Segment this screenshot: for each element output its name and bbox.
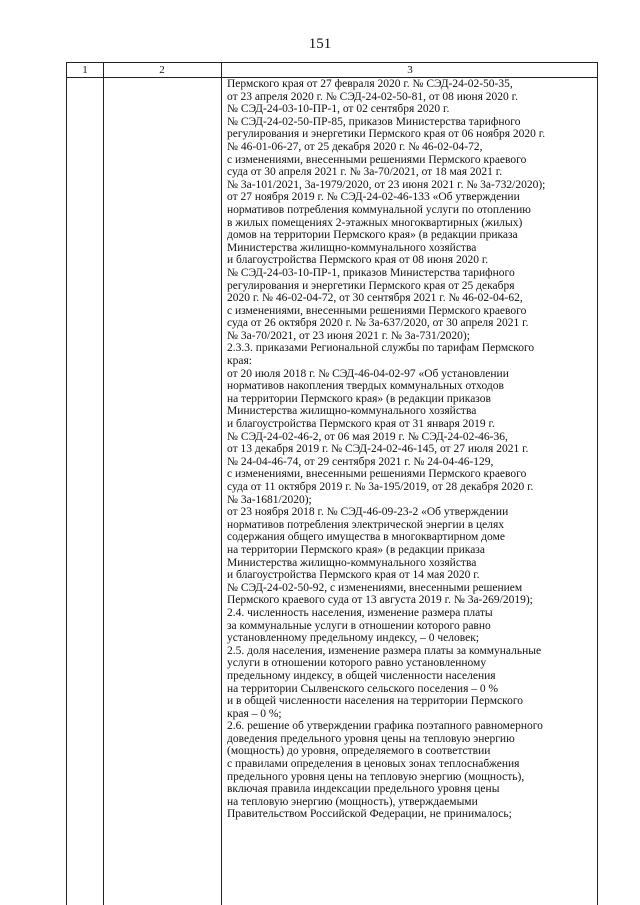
text-line: на территории Пермского края» (в редакции приказа	[227, 543, 485, 556]
text-line: с изменениями, внесенными решениями Пермского краевого	[227, 304, 527, 317]
column-divider-2	[221, 63, 222, 905]
document-table	[66, 62, 598, 905]
text-line: и благоустройства Пермского края от 31 января 2019 г.	[227, 418, 495, 431]
text-line: от 23 апреля 2020 г. № СЭД-24-02-50-81, от 08 июня 2020 г.	[227, 90, 518, 103]
text-line: с правилами определения в ценовых зонах теплоснабжения	[227, 758, 520, 771]
text-line: № СЭД-24-03-10-ПР-1, приказов Министерства тарифного	[227, 266, 515, 279]
text-line: Пермского края от 27 февраля 2020 г. № СЭД-24-02-50-35,	[227, 78, 513, 90]
text-line: на территории Сылвенского сельского поселения – 0 %	[227, 682, 499, 695]
text-line: Пермского краевого суда от 13 августа 2019 г. № 3а-269/2019);	[227, 594, 533, 607]
text-line: нормативов потребления электрической энергии в целях	[227, 518, 505, 531]
text-line: в жилых помещениях 2-этажных многоквартирных (жилых)	[227, 216, 523, 229]
text-line: № СЭД-24-02-46-2, от 06 мая 2019 г. № СЭД-24-02-46-36,	[227, 430, 508, 443]
text-line: с изменениями, внесенными решениями Пермского краевого	[227, 468, 527, 481]
header-col-3: 3	[407, 64, 413, 76]
header-col-1: 1	[82, 64, 88, 76]
text-line: и благоустройства Пермского края от 08 июня 2020 г.	[227, 254, 489, 267]
text-line: Правительством Российской Федерации, не принималось;	[227, 808, 512, 821]
text-line: края:	[227, 355, 252, 368]
text-line: 2.4. численность населения, изменение размера платы	[227, 606, 493, 619]
text-line: № СЭД-24-02-50-92, с изменениями, внесенными решением	[227, 581, 523, 594]
text-line: от 13 декабря 2019 г. № СЭД-24-02-46-145, от 27 июля 2021 г.	[227, 443, 529, 456]
text-line: № СЭД-24-03-10-ПР-1, от 02 сентября 2020 г.	[227, 103, 450, 116]
text-line: регулирования и энергетики Пермского края от 06 ноября 2020 г.	[227, 128, 546, 141]
text-line: 2.3.3. приказами Региональной службы по тарифам Пермского	[227, 342, 535, 355]
text-line: 2020 г. № 46-02-04-72, от 30 сентября 2021 г. № 46-02-04-62,	[227, 292, 523, 305]
text-line: № СЭД-24-02-50-ПР-85, приказов Министерства тарифного	[227, 115, 521, 128]
text-line: регулирования и энергетики Пермского края от 25 декабря	[227, 279, 515, 292]
text-line: суда от 30 апреля 2021 г. № 3а-70/2021, от 18 мая 2021 г.	[227, 166, 503, 179]
text-line: от 27 ноября 2019 г. № СЭД-24-02-46-133 «Об утверждении	[227, 191, 520, 204]
text-line: от 23 ноября 2018 г. № СЭД-46-09-23-2 «Об утверждении	[227, 506, 509, 519]
table-header-row	[67, 63, 597, 78]
text-line: суда от 11 октября 2019 г. № 3а-195/2019, от 28 декабря 2020 г.	[227, 481, 534, 493]
page-number: 151	[308, 36, 332, 52]
text-line: края – 0 %;	[227, 707, 282, 720]
text-line: и в общей численности населения на территории Пермского	[227, 695, 524, 708]
text-line: за коммунальные услуги в отношении которого равно	[227, 619, 491, 632]
text-line: и благоустройства Пермского края от 14 мая 2020 г.	[227, 569, 480, 582]
text-line: № 46-01-06-27, от 25 декабря 2020 г. № 46-02-04-72,	[227, 140, 483, 153]
text-line: включая правила индексации предельного уровня цены	[227, 783, 500, 796]
text-line: установленному предельному индексу, – 0 человек;	[227, 632, 480, 645]
text-line: нормативов накопления твердых коммунальных отходов	[227, 380, 504, 393]
text-line: № 3а-101/2021, 3а-1979/2020, от 23 июня 2021 г. № 3а-732/2020);	[227, 178, 546, 191]
text-line: Министерства жилищно-коммунального хозяйства	[227, 241, 477, 254]
text-line: № 3а-1681/2020);	[227, 493, 312, 506]
text-line: 2.6. решение об утверждении графика поэтапного равномерного	[227, 720, 543, 733]
text-line: № 24-04-46-74, от 29 сентября 2021 г. № 24-04-46-129,	[227, 455, 494, 468]
text-line: суда от 26 октября 2020 г. № 3а-637/2020, от 30 апреля 2021 г.	[227, 317, 529, 330]
text-line: № 3а-70/2021, от 23 июня 2021 г. № 3а-731/2020);	[227, 329, 470, 342]
table-cell-col-3	[227, 78, 597, 821]
text-line: предельного уровня цены на тепловую энергию (мощность),	[227, 770, 525, 783]
text-line: доведения предельного уровня цены на тепловую энергию	[227, 732, 515, 745]
text-line: 2.5. доля населения, изменение размера платы за коммунальные	[227, 644, 542, 657]
text-line: Министерства жилищно-коммунального хозяйства	[227, 556, 477, 569]
text-line: (мощность) до уровня, определяемого в соответствии	[227, 745, 491, 758]
text-line: на территории Пермского края» (в редакции приказов	[227, 392, 491, 405]
text-line: на тепловую энергию (мощность), утверждаемыми	[227, 795, 478, 808]
text-line: с изменениями, внесенными решениями Пермского краевого	[227, 153, 527, 166]
text-line: Министерства жилищно-коммунального хозяйства	[227, 405, 477, 418]
text-line: от 20 июля 2018 г. № СЭД-46-04-02-97 «Об установлении	[227, 367, 509, 380]
text-line: услуги в отношении которого равно установленному	[227, 657, 487, 670]
text-line: предельному индексу, в общей численности населения	[227, 669, 496, 682]
header-col-2: 2	[159, 64, 165, 76]
text-line: домов на территории Пермского края» (в редакции приказа	[227, 229, 518, 242]
column-divider-1	[103, 63, 104, 905]
text-line: содержания общего имущества в многоквартирном доме	[227, 531, 505, 544]
text-line: нормативов потребления коммунальной услуги по отоплению	[227, 203, 531, 216]
